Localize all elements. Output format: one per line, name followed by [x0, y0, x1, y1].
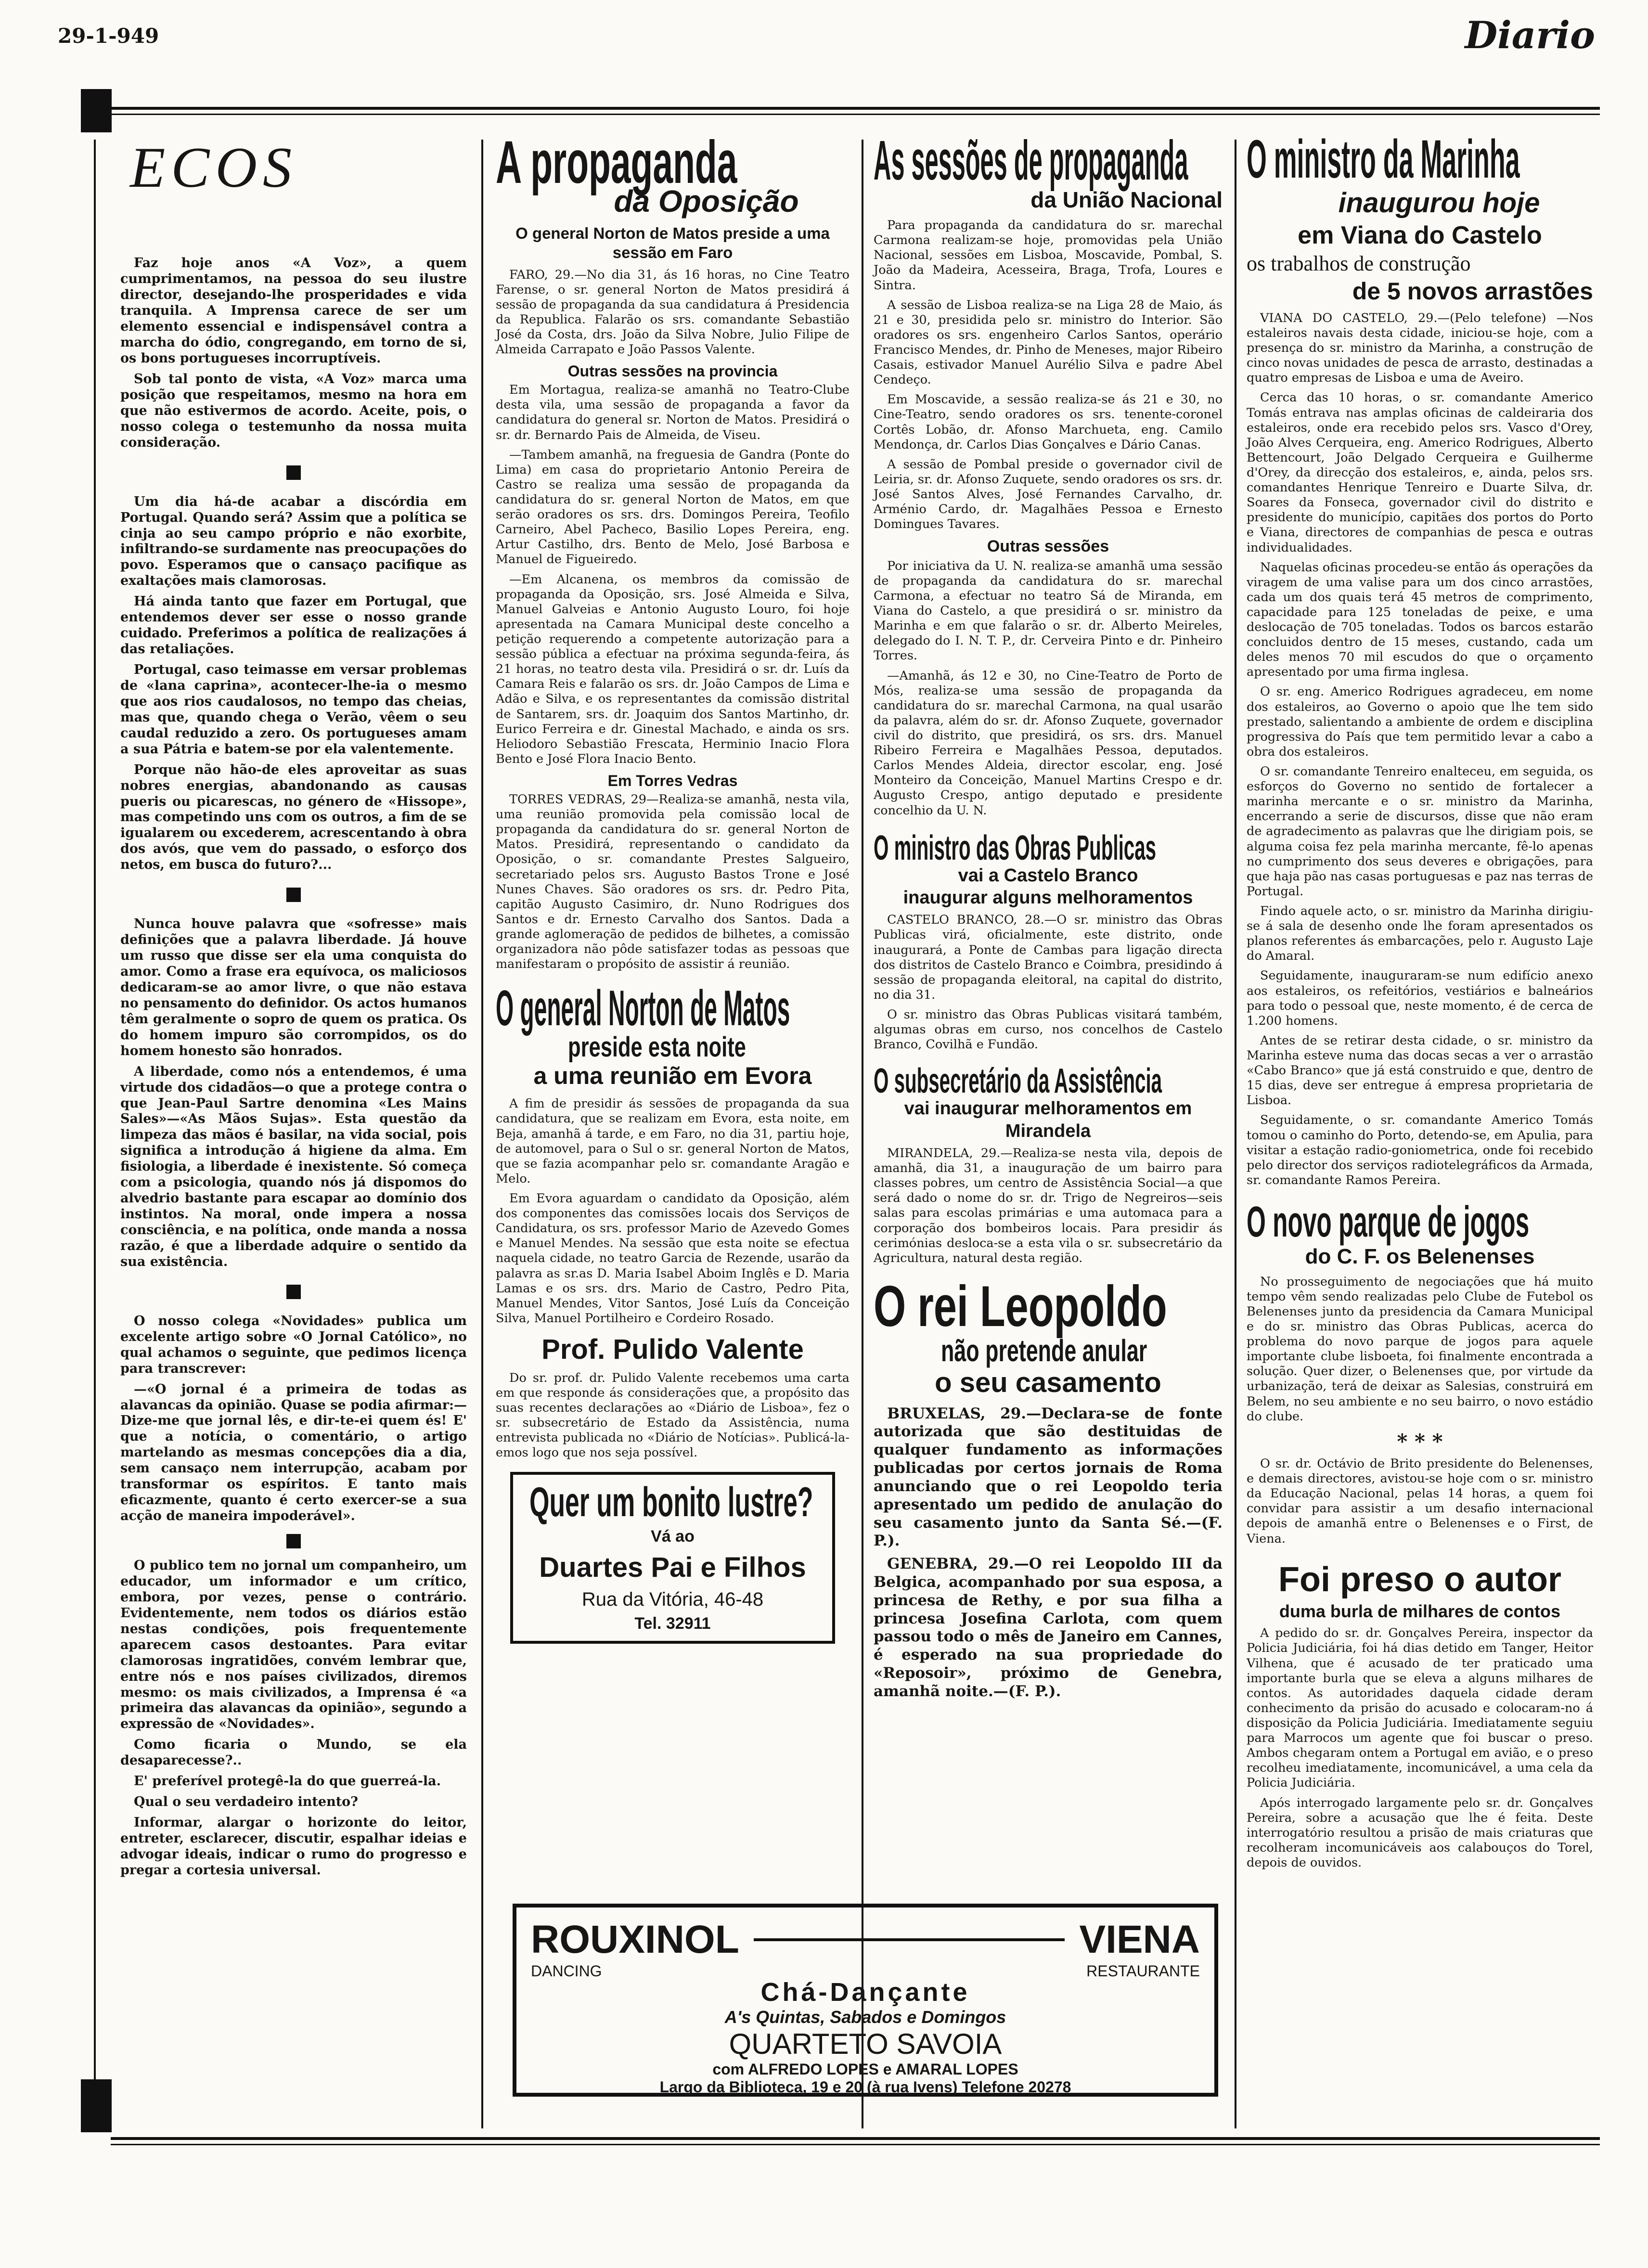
separator-square: [286, 888, 301, 902]
paragraph: O sr. eng. Americo Rodrigues agradeceu, em nome dos estaleiros, ao Governo o apoio que lhe tem sido prestado, salientando a ambiente de ordem e disciplina progressiva do País que tem permitido levar a cabo a obra dos estaleiros.: [1247, 684, 1593, 759]
ad-headline: Quer um bonito lustre?: [529, 1479, 813, 1526]
headline: O ministro das Obras Publicas: [874, 828, 1157, 867]
headline-deck: em Viana do Castelo: [1298, 221, 1542, 249]
paragraph: VIANA DO CASTELO, 29.—(Pelo telefone) —Nos estaleiros navais desta cidade, iniciou-se hoje, com a presença do sr. ministro da Marinha, a construção de cinco novas unidades de pesca de arrasto, destinadas a quatro empresas de Lisboa e uma de Aveiro.: [1247, 310, 1593, 386]
ad-text: Vá ao: [651, 1527, 695, 1546]
paragraph: Naquelas oficinas procedeu-se então ás operações da viragem de uma valise para um dos cinco arrastões, cada um dos quais terá 45 metros de comprimento, capacidade para 125 toneladas de peixe, e uma deslocação de 705 toneladas. Todos os barcos estarão concluidos dentro de 15 meses, custando, cada um deles menos 70 mil escudos do que o orçamento apresentado por uma firma inglesa.: [1247, 560, 1593, 680]
paragraph: Em Mortagua, realiza-se amanhã no Teatro-Clube desta vila, uma sessão de propaganda a favor da candidatura do general sr. Norton de Matos. Presidirá o sr. dr. Bernardo Pais de Almeida, de Viseu.: [496, 383, 850, 442]
paragraph: E' preferível protegê-la do que guerreá-la.: [134, 1774, 441, 1789]
paragraph: Porque não hão-de eles aproveitar as suas nobres energias, abandonando as causas pueris ou picarescas, no género de «Hissope», mas competindo uns com os outros, a fim de se igualarem ou excederem, acrescentando à obra dos avós, que vem do passado, o esforço dos netos, em busca do futuro?...: [120, 762, 467, 873]
paragraph: O sr. dr. Octávio de Brito presidente do Belenenses, e demais directores, avistou-se hoje com o sr. ministro da Educação Nacional, pelas 14 horas, a quem foi convidar para assistir a um desafio internacional depois de amanhã entre o Belenenses e o First, de Viena.: [1247, 1456, 1593, 1546]
column-rule: [1235, 140, 1236, 2128]
column-rule: [481, 140, 483, 2128]
top-rule: [111, 107, 1600, 110]
paragraph: A sessão de Lisboa realiza-se na Liga 28 de Maio, ás 21 e 30, presidida pelo sr. ministro do Interior. São oradores os srs. engenheiro Carlos Santos, operário Francisco Mendes, dr. Pinho de Meneses, major Ribeiro Casais, estivador Manuel Aurélio Silva e padre Abel Cendeço.: [874, 297, 1223, 387]
headline: O novo parque de jogos: [1247, 1198, 1530, 1246]
page-tab-top: [81, 89, 112, 132]
paragraph: O sr. ministro das Obras Publicas visitará também, algumas obras em curso, nos concelhos de Castelo Branco, Covilhã e Fundão.: [874, 1007, 1223, 1052]
paragraph: Seguidamente, inauguraram-se num edifício anexo aos estaleiros, os refeitórios, vestiários e balneários para todo o pessoal que, neste momento, é de cerca de 1.200 homens.: [1247, 968, 1593, 1028]
paragraph: O sr. comandante Tenreiro enalteceu, em seguida, os esforços do Governo no sentido de fortalecer a marinha mercante e o sr. ministro da Marinha, encerrando a serie de discursos, disse que não eram de agradecimento as palavras que lhe dirigiam pois, se alguma coisa fez pela marinha mercante, fê-lo apenas no cumprimento dos seus deveres e obrigações, para que haja pão nas casas portuguesas e paz nas terras de Portugal.: [1247, 764, 1594, 899]
ad-label-left: DANCING: [531, 1962, 602, 1980]
paragraph: No prosseguimento de negociações que há muito tempo vêm sendo realizadas pelo Clube de Futebol os Belenenses junto da presidencia da Camara Municipal e do sr. ministro das Obras Publicas, acerca do problema do novo parque de jogos para aquele importante clube lisboeta, foi finalmente encontrada a solução. Quer dizer, o Belenenses que, por virtude da urbanização, terá de deixar as Salesias, construirá em Belem, no seu ambiente e no seu bairro, o novo estádio do clube.: [1247, 1274, 1593, 1424]
ad-company: Duartes Pai e Filhos: [539, 1551, 806, 1583]
headline-deck: inaugurar alguns melhoramentos: [903, 887, 1193, 908]
bottom-rule-thin: [111, 2144, 1600, 2145]
paragraph: A sessão de Pombal preside o governador civil de Leiria, sr. dr. Afonso Zuquete, sendo oradores os srs. dr. José Santos Alves, José Fernandes Carvalho, dr. Arménio Cardo, dr. Magalhães Pessoa e Ernesto Domingues Tavares.: [874, 457, 1223, 532]
ad-line-2: Chá-Dançante: [760, 1978, 970, 2007]
subhead: Outras sessões na provincia: [567, 362, 778, 380]
stars-separator: * * *: [1397, 1429, 1443, 1453]
paragraph: Seguidamente, o sr. comandante Americo Tomás tomou o caminho do Porto, detendo-se, em Apulia, para visitar a estação radio-goniometrica, onde foi recebido pelo director dos serviços radiotelegráficos da Armada, sr. comandante Ramos Pereira.: [1247, 1113, 1593, 1187]
headline-deck: os trabalhos de construção: [1247, 252, 1471, 276]
paragraph: Informar, alargar o horizonte do leitor, entreter, esclarecer, discutir, espalhar ideias e advogar ideais, indicar o rumo do progresso e pregar a cortesia universal.: [120, 1815, 467, 1878]
paragraph: Antes de se retirar desta cidade, o sr. ministro da Marinha esteve numa das docas secas a ver o arrastão «Cabo Branco» que já está construido e que, dentro de 15 dias, deve ser entregue á empresa proprietaria de Lisboa.: [1247, 1033, 1593, 1108]
separator-square: [286, 1534, 301, 1548]
headline-deck: a uma reunião em Evora: [533, 1062, 812, 1090]
paragraph: Um dia há-de acabar a discórdia em Portugal. Quando será? Assim que a política se cinja ao seu campo próprio e não exorbite, infiltrando-se surdamente nas preocupações do povo. Esperamos que o cansaço pacifique as exaltações mais clamorosas.: [120, 494, 467, 589]
paragraph: Faz hoje anos «A Voz», a quem cumprimentamos, na pessoa do seu ilustre director, desejando-lhe prosperidades e vida tranquila. A Imprensa carece de ser um elemento essencial e indispensável contra a marcha do ódio, congregando, em torno de si, os bons portugueses incorruptíveis.: [120, 256, 467, 366]
ad-lustre: [510, 1472, 835, 1643]
headline-sub: não pretende anular: [941, 1333, 1147, 1368]
ecos-title: ECOS: [130, 135, 297, 199]
paragraph: CASTELO BRANCO, 28.—O sr. ministro das Obras Publicas virá, oficialmente, este distrito, onde inaugurará, a Ponte de Cambas para ligação directa dos distritos de Castelo Branco e Coimbra, presidindo á sessão de propaganda eleitoral, na capital do distrito, no dia 31.: [874, 913, 1223, 1002]
headline: O subsecretário da Assistência: [874, 1062, 1162, 1101]
column-uniao-nacional: [874, 129, 1223, 1706]
paragraph: Findo aquele acto, o sr. ministro da Marinha dirigiu-se á sala de desenho onde lhe foram apresentados os planos referentes ás embarcações, pelo r. Augusto Laje do Amaral.: [1247, 904, 1593, 964]
masthead: Diario: [1465, 13, 1595, 57]
headline-deck: duma burla de milhares de contos: [1279, 1601, 1561, 1622]
paragraph: Por iniciativa da U. N. realiza-se amanhã uma sessão de propaganda da candidatura do sr. marechal Carmona, a efectuar no teatro Sá de Miranda, em Viana do Castelo, a que presidirá o sr. ministro da Marinha e em que falarão o sr. dr. Alberto Meireles, delegado do I. N. T. P., dr. Cerveira Pinto e dr. Pinheiro Torres.: [874, 558, 1223, 663]
headline-sub: inaugurou hoje: [1338, 187, 1540, 219]
ad-phone: Tel. 32911: [634, 1614, 711, 1633]
separator-square: [286, 1285, 301, 1299]
paragraph: Portugal, caso teimasse em versar problemas de «lana caprina», acontecer-lhe-ia o mesmo que aos rios caudalosos, no tempo das cheias, mas que, quando chega o Verão, vêem o seu caudal reduzido a zero. Os portugueses amam a sua Pátria e batem-se por ela valentemente.: [120, 662, 467, 757]
headline: O rei Leopoldo: [874, 1274, 1167, 1339]
ad-name-right: VIENA: [1079, 1918, 1200, 1961]
headline-deck: o seu casamento: [935, 1366, 1161, 1398]
ad-name-left: ROUXINOL: [531, 1918, 739, 1961]
separator-square: [286, 465, 301, 480]
ad-label-right: RESTAURANTE: [1086, 1962, 1200, 1980]
ad-line: [754, 1938, 1065, 1941]
paragraph: —Em Alcanena, os membros da comissão de propaganda da Oposição, srs. José Almeida e Silva, Manuel Galveias e Antonio Augusto Louro, foi hoje apresentada na Camara Municipal deste concelho a petição requerendo a competente autorização para a sessão pública a efectuar na próxima segunda-feira, ás 21 horas, no teatro desta vila. Presidirá o sr. dr. Luís da Camara Reis e falarão os srs. dr. João Campos de Lima e Adão e Silva, e os representantes da comissão distrital de Santarem, srs. dr. Joaquim dos Santos Martinho, dr. Eurico Ferreira e dr. Ginestal Machado, e ainda os srs. Heliodoro Sebastião Frescata, Herminio Inacio Flora Bento e José Flora Inacio Bento.: [496, 572, 850, 766]
paragraph: A pedido do sr. dr. Gonçalves Pereira, inspector da Policia Judiciária, foi há dias detido em Tanger, Heitor Vilhena, que é acusado de ter praticado uma importante burla que se eleva a alguns milhares de contos. As autoridades daquela cidade deram conhecimento da prisão do acusado e colocaram-no á disposição da Policia Judiciária. Imediatamente seguiu para Marrocos um agente que foi buscar o preso. Ambos chegaram ontem a Portugal em avião, e o preso recolheu imediatamente, incomunicável, a uma cela da Policia Judiciária.: [1247, 1626, 1593, 1791]
paragraph: Após interrogado largamente pelo sr. dr. Gonçalves Pereira, sobre a acusação que lhe é feita. Deste interrogatório resultou a prisão de mais criaturas que recolheram incomunicáveis aos calabouços do Torel, depois de ouvidos.: [1247, 1795, 1593, 1870]
paragraph: Nunca houve palavra que «sofresse» mais definições que a palavra liberdade. Já houve um russo que disse ser ela uma conquista do amor. Como a frase era equívoca, os maliciosos dedicaram-se ao amor livre, o que não estava no pensamento do definidor. Os actos humanos têm geralmente o sopro de quem os pratica. Os do homem impuro são corrompidos, os do homem honesto são honrados.: [120, 916, 467, 1058]
bottom-rule: [111, 2137, 1600, 2140]
ad-line-4: QUARTETO SAVOIA: [729, 2028, 1002, 2060]
paragraph: Em Evora aguardam o candidato da Oposição, além dos componentes das comissões locais dos Serviços de Candidatura, os srs. professor Mario de Azevedo Gomes e Manuel Mendes. Na sessão que esta noite se efectua naquela cidade, no teatro Garcia de Rezende, usarão da palavra as sr.as D. Maria Isabel Aboim Inglês e D. Maria Lamas e os srs. drs. Mario de Castro, Pedro Pita, Manuel Mendes, Vitor Santos, José Luís da Conceição Silva, Manuel Portilheiro e Cordeiro Rosado.: [496, 1191, 850, 1326]
paragraph: MIRANDELA, 29.—Realiza-se nesta vila, depois de amanhã, dia 31, a inauguração de um bairro para classes pobres, um centro de Assistência Social—a que será dado o nome do sr. dr. Trigo de Negreiros—seis salas para escolas primárias e uma automaca para a corporação dos bombeiros locais. Para presidir ás cerimónias desloca-se a esta vila o sr. subsecretário da Agricultura, natural desta região.: [874, 1146, 1223, 1265]
paragraph: Cerca das 10 horas, o sr. comandante Americo Tomás entrava nas amplas oficinas de caldeiraria dos estaleiros, onde era recebido pelos srs. Vasco d'Orey, João Alves Cerqueira, eng. Americo Rodrigues, Alberto Bettencourt, João Delgado Cerqueira e Guilherme d'Orey, da direcção dos estaleiros, e, ainda, pelos srs. comandantes Henrique Tenreiro e Duarte Silva, dr. Soares da Fonseca, governador civil do distrito e presidente do município, capitães dos portos do Porto e Viana, directores de companhias de pesca e outras individualidades.: [1247, 390, 1593, 555]
left-rule: [94, 140, 96, 2128]
column-ecos: [120, 132, 467, 1883]
page-tab-bottom: [81, 2079, 112, 2132]
paragraph: Há ainda tanto que fazer em Portugal, que entendemos dever ser esse o nosso grande cuidado. Preferimos a política de realizações á das retaliações.: [120, 594, 467, 657]
ad-line-3: A's Quintas, Sabados e Domingos: [724, 2007, 1006, 2027]
paragraph: Qual o seu verdadeiro intento?: [134, 1794, 359, 1810]
paragraph: FARO, 29.—No dia 31, ás 16 horas, no Cine Teatro Farense, o sr. general Norton de Matos presidirá á sessão de propaganda da sua candidatura á Presidencia da Republica. Falarão os srs. comandante Sebastião José da Costa, drs. João da Silva Nobre, Julio Filipe de Almeida Carrapato e João Passos Valente.: [496, 267, 850, 357]
headline-deck: O general Norton de Matos preside a uma sessão em Faro: [515, 224, 830, 262]
column-oposicao: [496, 129, 850, 1644]
headline: O general Norton de Matos: [496, 980, 790, 1037]
paragraph: O publico tem no jornal um companheiro, um educador, um informador e um crítico, embora, por vezes, pense o contrário. Evidentemente, nem todos os diários estão nestas condições, pois frequentemente aparecem casos destoantes. Para evitar clamorosas ingratidões, convém lembrar que, entre nós e nos países civilizados, diremos mesmo: os mais civilizados, a Imprensa é «a primeira das alavancas da opinião», segundo a expressão de «Novidades».: [120, 1558, 467, 1732]
ad-line-5: com ALFREDO LOPES e AMARAL LOPES: [712, 2061, 1018, 2078]
paragraph: Para propaganda da candidatura do sr. marechal Carmona realizam-se hoje, promovidas pela União Nacional, sessões em Lisboa, Moscavide, Pombal, S. João da Madeira, Acesseira, Braga, Trofa, Loures e Sintra.: [874, 218, 1223, 293]
subhead: Outras sessões: [987, 537, 1109, 556]
headline-sub: da Oposição: [614, 184, 799, 219]
paragraph: —Tambem amanhã, na freguesia de Gandra (Ponte do Lima) em casa do proprietario Antonio Pereira de Castro se realiza uma sessão de propaganda da candidatura do sr. general Norton de Matos, em que serão oradores os srs. drs. Domingos Pereira, Teofilo Carneiro, Abel Pacheco, Basilio Lopes Pereira, eng. Artur Castilho, drs. Bento de Melo, José Barbosa e Manuel de Figueiredo.: [496, 447, 850, 567]
paragraph: A liberdade, como nós a entendemos, é uma virtude dos cidadãos—o que a protege contra o que Jean-Paul Sartre denomina «Les Mains Sales»—«As Mãos Sujas». Esta questão da limpeza das mãos é basilar, na vida social, pois significa a introdução á higiene da alma. Em fisiologia, a liberdade é inexistente. Só começa com a psicologia, quando nós já dispomos do alvedrio bastante para escapar ao domínio dos instintos. Na moral, onde impera a nossa consciência, e na política, onde manda a nossa razão, é que a liberdade adquire o sentido da sua existência.: [120, 1064, 467, 1269]
paragraph: GENEBRA, 29.—O rei Leopoldo III da Belgica, acompanhado por sua esposa, a princesa de Rethy, e por sua filha a princesa Josefina Carlota, com quem passou todo o mês de Janeiro em Cannes, é esperado na sua propriedade do «Reposoir», próximo de Genebra, amanhã noite.—(F. P.).: [874, 1555, 1223, 1700]
headline: A propaganda: [496, 129, 737, 196]
paragraph: A fim de presidir ás sessões de propaganda da sua candidatura, que se realizam em Evora, esta noite, em Beja, amanhã á tarde, e em Faro, no dia 31, partiu hoje, de automovel, para o Sul o sr. general Norton de Matos, que se fazia acompanhar pelo sr. comandante Aragão e Melo.: [496, 1096, 850, 1186]
paragraph: —Amanhã, ás 12 e 30, no Cine-Teatro de Porto de Mós, realiza-se uma sessão de propaganda da candidatura do sr. marechal Carmona, na qual usarão da palavra, além do sr. dr. Afonso Zuquete, governador civil do distrito, que presidirá, os srs. drs. Manuel Ribeiro Ferreira e Magalhães Pessoa, deputados. Carlos Mendes Aldeia, director escolar, eng. José Monteiro da Conceição, Manuel Martins Crespo e dr. Augusto Crespo, antigo deputado e presidente concelhio da U. N.: [874, 668, 1223, 818]
headline: O ministro da Marinha: [1247, 129, 1520, 189]
paragraph: —«O jornal é a primeira de todas as alavancas da opinião. Quase se podia afirmar:—Dize-me que jornal lês, e dir-te-ei quem és! E' que a notícia, o comentário, o artigo martelando as mesmas concepções dia a dia, sem cansaço nem interrupção, acabam por transformar os espíritos. E tanto mais eficazmente, quanto é certo exercer-se a sua acção de maneira impoderável».: [120, 1381, 467, 1524]
headline: As sessões de propaganda: [874, 129, 1188, 192]
headline-deck: vai inaugurar melhoramentos em Mirandela: [904, 1098, 1192, 1141]
ad-address: Rua da Vitória, 46-48: [581, 1588, 764, 1610]
headline-sub: vai a Castelo Branco: [958, 865, 1138, 886]
paragraph: O nosso colega «Novidades» publica um excelente artigo sobre «O Jornal Católico», no qual achamos o seguinte, que pedimos licença para transcrever:: [120, 1313, 467, 1376]
paragraph: Do sr. prof. dr. Pulido Valente recebemos uma carta em que responde ás considerações que, a propósito das suas recentes declarações ao «Diário de Lisboa», fez o sr. subsecretário de Estado da Assistência, numa entrevista publicada no «Diário de Notícias». Publicá-la-emos logo que nos seja possível.: [496, 1370, 850, 1460]
subhead: Em Torres Vedras: [607, 772, 738, 789]
paragraph: Em Moscavide, a sessão realiza-se ás 21 e 30, no Cine-Teatro, sendo oradores os srs. tenente-coronel Cortês Lobão, dr. Afonso Marchueta, eng. Camilo Mendonça, dr. Carlos Dias Gonçalves e Dário Canas.: [874, 392, 1223, 452]
headline-sub: da União Nacional: [1030, 187, 1223, 212]
paragraph: Como ficaria o Mundo, se ela desaparecesse?..: [120, 1737, 467, 1768]
headline-sub: do C. F. os Belenenses: [1305, 1244, 1535, 1268]
headline: Foi preso o autor: [1278, 1560, 1562, 1599]
paragraph: Sob tal ponto de vista, «A Voz» marca uma posição que respeitamos, mesmo na hora em que não estivermos de acordo. Aceite, pois, o nosso colega o testemunho da nossa muita consideração.: [120, 371, 467, 450]
headline-sub: preside esta noite: [568, 1031, 746, 1063]
column-rule: [862, 140, 863, 2128]
paragraph: BRUXELAS, 29.—Declara-se de fonte autorizada que são destituidas de qualquer fundamento as informações publicadas por certos jornais de Roma anunciando que o rei Leopoldo teria apresentado um pedido de anulação do seu casamento junto da Santa Sé.—(F. P.).: [874, 1405, 1223, 1550]
column-marinha: [1247, 129, 1594, 1875]
issue-date: 29-1-949: [58, 24, 159, 48]
ad-line-6: Largo da Biblioteca, 19 e 20 (à rua Ivens) Telefone 20278: [659, 2078, 1071, 2096]
headline: Prof. Pulido Valente: [541, 1333, 804, 1365]
top-rule-thin: [111, 114, 1600, 115]
ad-rouxinol-viena: [513, 1904, 1218, 2097]
headline-deck: de 5 novos arrastões: [1352, 277, 1593, 305]
paragraph: TORRES VEDRAS, 29—Realiza-se amanhã, nesta vila, uma reunião promovida pela comissão local de propaganda da candidatura do sr. general Norton de Matos. Presidirá, representando o candidato da Oposição, o sr. comandante Prestes Salgueiro, secretariado pelos srs. Augusto Bastos Trone e José Nunes Chaves. São oradores os srs. dr. Pedro Pita, capitão Augusto Casimiro, dr. Nuno Rodrigues dos Santos e dr. Ernesto Carvalho dos Santos. Dada a grande aglomeração de pedidos de bilhetes, a comissão organizadora não pôde satisfazer todas as pessoas que manifestaram o propósito de assistir á reunião.: [496, 792, 850, 972]
